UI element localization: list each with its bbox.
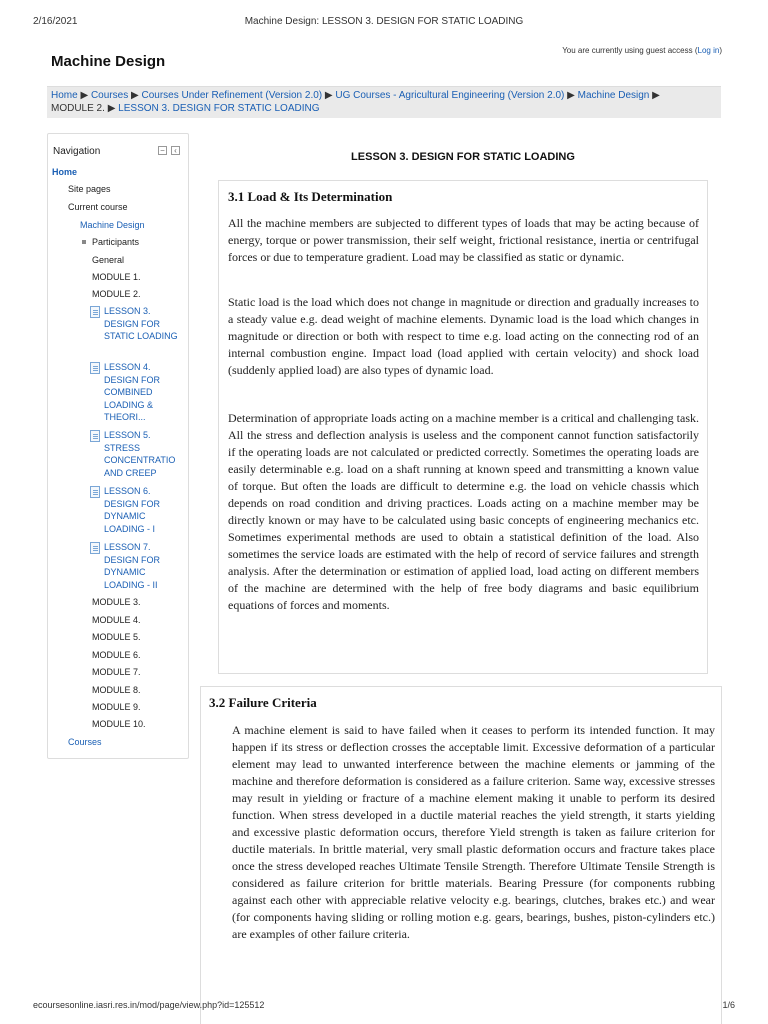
nav-module-5[interactable]: MODULE 5. — [92, 632, 141, 642]
section-failure-criteria — [200, 686, 722, 1024]
paragraph: Determination of appropriate loads acting on a machine member is a critical and challenging task. All the stress and deflection analysis is useless and the component cannot function satisfactorily if the operating loads are not calculated or predicted correctly. Sometimes the operating loads are easily determinable e.g. load on a shaft running at known speed and transmitting a known value of torque. But often the loads are difficult to determine e.g. the load on vehicle chassis which depends on road condition and driving practices. Loads acting on a machine member may be directly known or may have to be calculated using basic concepts of engineering mechanics etc. Sometimes experimental methods are used to obtain a statistical definition of the load. Also sometimes the service loads are estimated with the help of record of service failures and strength analysis. After the determination or estimation of applied load, load acting on different members of the machine are determined with the help of free body diagrams and basic equilibrium equations of forces and moments. — [228, 411, 699, 612]
breadcrumb — [47, 86, 721, 118]
breadcrumb-courses[interactable]: Courses — [90, 90, 129, 101]
breadcrumb-module: MODULE 2. — [51, 103, 105, 114]
nav-current-course[interactable]: Current course — [68, 202, 128, 212]
breadcrumb-home[interactable]: Home — [51, 90, 78, 101]
print-date: 2/16/2021 — [33, 16, 78, 27]
breadcrumb-lesson[interactable]: LESSON 3. DESIGN FOR STATIC LOADING — [118, 103, 320, 114]
page-icon — [90, 362, 100, 374]
section-load-determination — [218, 180, 708, 674]
nav-course-machine-design[interactable]: Machine Design — [80, 220, 145, 230]
breadcrumb-separator: ▶ — [567, 90, 575, 101]
nav-lesson-3[interactable]: LESSON 3. DESIGN FOR STATIC LOADING — [104, 306, 178, 341]
paragraph: Static load is the load which does not change in magnitude or direction and gradually increases to a steady value e.g. dead weight of machine elements. Dynamic load is the load which changes in magnitude or direction or both with respect to time e.g. load acting on the connecting rod of an internal combustion engine. Impact load (load applied with certain velocity) and shock load (suddenly applied load) are also types of dynamic load. — [228, 295, 699, 377]
paragraph: A machine element is said to have failed when it ceases to perform its intended function. It may happen if its stress or deflection crosses the acceptable limit. Excessive deformation of a particular element may lead to unwanted interference between the machine elements or jamming of the machine and therefore deformation is considered as a failure criterion. Same way, excessive stresses may result in yielding or fracture of a machine element making it unable to perform its desired function. When stress developed in a ductile material reaches the yield strength, it starts yielding and excessive plastic deformation occurs, therefore Yield strength is taken as failure criterion for ductile materials. In brittle material, very small plastic deformation occurs and fracture takes place once the stress developed reaches Ultimate Tensile Strength. Therefore Ultimate Tensile Strength is considered as failure criterion for brittle materials. Bearing Pressure (for components rubbing against each other with appreciable relative velocity e.g. bearings, clutches, brakes etc.) and wear (for components having sliding or rolling motion e.g. gears, bearings, bushes, piston-cylinders etc.) are examples of other failure criteria. — [232, 723, 715, 941]
collapse-icon[interactable]: − — [158, 146, 167, 155]
section-heading: 3.2 Failure Criteria — [209, 695, 317, 710]
nav-module-9[interactable]: MODULE 9. — [92, 702, 141, 712]
nav-site-pages[interactable]: Site pages — [68, 184, 111, 194]
nav-module-4[interactable]: MODULE 4. — [92, 615, 141, 625]
page-icon — [90, 430, 100, 442]
breadcrumb-courses-under-refinement[interactable]: Courses Under Refinement (Version 2.0) — [141, 90, 323, 101]
nav-module-10[interactable]: MODULE 10. — [92, 719, 146, 729]
breadcrumb-separator: ▶ — [324, 90, 333, 101]
footer-page-number: 1/6 — [722, 1000, 735, 1010]
nav-participants[interactable]: Participants — [92, 237, 140, 247]
nav-module-6[interactable]: MODULE 6. — [92, 650, 141, 660]
login-text: You are currently using guest access ( — [562, 46, 698, 55]
breadcrumb-separator: ▶ — [107, 103, 116, 114]
breadcrumb-separator: ▶ — [80, 90, 89, 101]
section-heading: 3.1 Load & Its Determination — [228, 189, 393, 204]
breadcrumb-separator: ▶ — [130, 90, 139, 101]
nav-lesson-6[interactable]: LESSON 6. DESIGN FOR DYNAMIC LOADING - I — [104, 486, 161, 534]
breadcrumb-separator: ▶ — [652, 90, 660, 101]
nav-module-1[interactable]: MODULE 1. — [92, 272, 141, 282]
nav-home[interactable]: Home — [52, 167, 78, 177]
nav-module-2[interactable]: MODULE 2. — [92, 289, 141, 299]
nav-lesson-5[interactable]: LESSON 5. STRESS CONCENTRATIO AND CREEP — [104, 430, 176, 478]
navigation-heading: Navigation — [53, 146, 101, 157]
nav-module-3[interactable]: MODULE 3. — [92, 597, 141, 607]
login-close: ) — [719, 46, 722, 55]
print-header — [0, 16, 768, 32]
nav-lesson-7[interactable]: LESSON 7. DESIGN FOR DYNAMIC LOADING - II — [104, 542, 161, 590]
breadcrumb-machine-design[interactable]: Machine Design — [577, 90, 650, 101]
page-icon — [90, 306, 100, 318]
page-icon — [90, 486, 100, 498]
lesson-title: LESSON 3. DESIGN FOR STATIC LOADING — [351, 151, 575, 163]
dock-icon[interactable]: ‹ — [171, 146, 180, 155]
nav-general[interactable]: General — [92, 255, 125, 265]
nav-lesson-4[interactable]: LESSON 4. DESIGN FOR COMBINED LOADING & THEORI... — [104, 362, 161, 422]
page-icon — [90, 542, 100, 554]
print-title: Machine Design: LESSON 3. DESIGN FOR STATIC LOADING — [244, 16, 524, 27]
login-info — [562, 46, 722, 55]
bullet-icon — [82, 240, 86, 244]
navigation-block — [47, 133, 189, 759]
nav-module-8[interactable]: MODULE 8. — [92, 685, 141, 695]
paragraph: All the machine members are subjected to different types of loads that may be acting because of energy, torque or power transmission, their self weight, frictional resistance, inertia or centrifugal forces or due to temperature gradient. Load may be classified as static or dynamic. — [228, 216, 699, 264]
nav-module-7[interactable]: MODULE 7. — [92, 667, 141, 677]
breadcrumb-ug-courses[interactable]: UG Courses - Agricultural Engineering (Version 2.0) — [335, 90, 565, 101]
nav-courses[interactable]: Courses — [68, 737, 102, 747]
login-link[interactable]: Log in — [697, 46, 720, 55]
footer-url: ecoursesonline.iasri.res.in/mod/page/view.php?id=125512 — [33, 1000, 265, 1010]
site-title[interactable]: Machine Design — [51, 53, 166, 70]
